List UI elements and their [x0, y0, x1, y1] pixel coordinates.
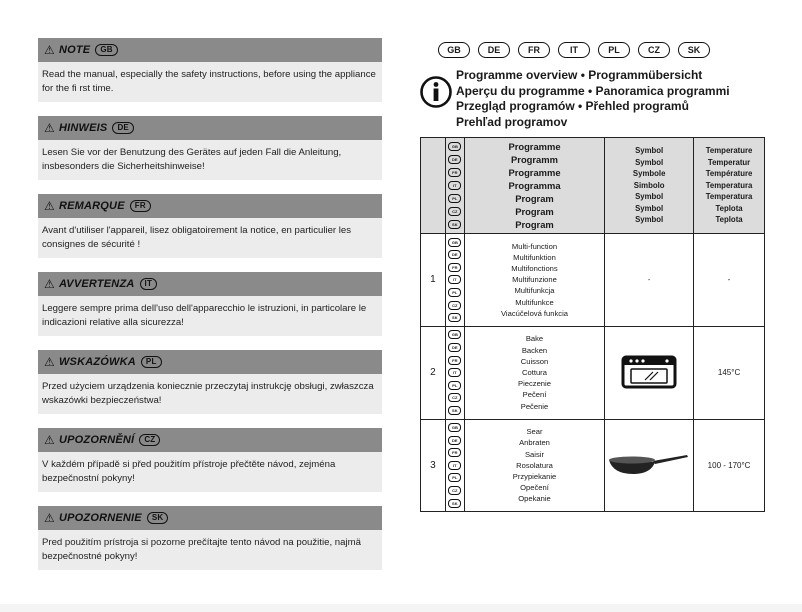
notice-text: Lesen Sie vor der Benutzung des Gerätes auf jeden Fall die Anleitung, insbesonders die Sicherheitshinweise!	[38, 140, 382, 180]
language-badge-small: CZ	[448, 301, 461, 310]
programme-overview-header	[420, 42, 765, 130]
header-programme-label: Program	[515, 219, 554, 230]
programme-name: Cottura	[522, 368, 547, 378]
language-badge: CZ	[638, 42, 670, 58]
programme-temperature: 100 - 170°C	[694, 419, 765, 512]
language-badge-small: CZ	[448, 486, 461, 495]
header-symbol-label: Symbol	[635, 192, 664, 202]
header-programme	[464, 138, 604, 234]
header-symbol-label: Simbolo	[633, 180, 665, 190]
notice-language-code: CZ	[139, 434, 160, 446]
notice-language-code: DE	[112, 122, 134, 134]
notice-title: UPOZORNENIE	[58, 512, 142, 524]
programme-number: 2	[421, 326, 446, 419]
language-badge-small: FR	[448, 263, 461, 272]
language-badge-small: IT	[448, 181, 461, 190]
language-badge: FR	[518, 42, 550, 58]
warning-icon: ⚠	[44, 355, 55, 369]
notice-text: V každém případě si před použitím přístroje přečtěte návod, zejména bezpečnostní pokyny!	[38, 452, 382, 492]
header-programme-label: Program	[515, 193, 554, 204]
programme-name: Saisir	[524, 449, 544, 459]
notice-box	[38, 116, 382, 180]
overview-title-line: Aperçu du programme • Panoramica programmi	[456, 83, 730, 98]
table-header-row	[421, 138, 765, 234]
notice-header	[38, 428, 382, 452]
header-temperature-label: Teplota	[715, 203, 743, 213]
notice-language-code: FR	[130, 200, 151, 212]
header-temperature-label: Temperatur	[707, 157, 751, 167]
notice-box	[38, 38, 382, 102]
language-badge-small: SK	[448, 499, 461, 508]
programme-name: Pečenie	[520, 401, 549, 411]
header-symbol-label: Symbol	[635, 203, 664, 213]
programme-name: Multifunkcja	[514, 286, 555, 296]
warning-icon: ⚠	[44, 199, 55, 213]
language-badge: GB	[438, 42, 470, 58]
header-symbol-label: Symbole	[632, 169, 666, 179]
programme-name: Multifunktion	[513, 252, 556, 262]
language-badge: SK	[678, 42, 710, 58]
header-temperature-label: Teplota	[715, 215, 743, 225]
notice-title: WSKAZÓWKA	[58, 356, 136, 368]
language-badge-small: CZ	[448, 207, 461, 216]
overview-title-line: Prehľad programov	[456, 114, 568, 129]
notice-text: Pred použitím prístroja si pozorne prečítajte tento návod na použitie, najmä bezpečnostné pokyny!	[38, 530, 382, 570]
frying-pan-icon	[607, 451, 691, 477]
programme-symbol	[605, 419, 694, 512]
header-symbol-label: Symbol	[635, 146, 664, 156]
programme-names	[464, 419, 604, 512]
language-badge-small: SK	[448, 406, 461, 415]
header-symbol-label: Symbol	[635, 215, 664, 225]
programme-name: Multifunzione	[512, 275, 557, 285]
warning-icon: ⚠	[44, 277, 55, 291]
header-temperature	[694, 138, 765, 234]
language-badge-small: PL	[448, 194, 461, 203]
language-badge-small: GB	[448, 330, 461, 339]
notice-header	[38, 272, 382, 296]
programme-name: Viacúčelová funkcia	[501, 308, 568, 318]
table-row	[421, 234, 765, 327]
language-badge: DE	[478, 42, 510, 58]
programme-name: Backen	[521, 345, 548, 355]
language-badge-small: DE	[448, 155, 461, 164]
warning-icon: ⚠	[44, 511, 55, 525]
header-temperature-label: Température	[705, 169, 753, 179]
notice-text: Leggere sempre prima dell'uso dell'apparecchio le istruzioni, in particolare le indicazioni relative alla sicurezza!	[38, 296, 382, 336]
notice-text: Read the manual, especially the safety instructions, before using the appliance for the fi rst time.	[38, 62, 382, 102]
programme-name: Rosolatura	[516, 460, 553, 470]
notice-title: NOTE	[58, 44, 91, 56]
notice-box	[38, 506, 382, 570]
language-badge-small: FR	[448, 168, 461, 177]
header-programme-label: Programme	[508, 167, 561, 178]
row-language-badges	[445, 326, 464, 419]
programme-name: Sear	[526, 427, 543, 437]
programme-name: Pieczenie	[518, 379, 551, 389]
programme-name: Opekanie	[518, 494, 551, 504]
language-badge-small: GB	[448, 423, 461, 432]
programme-symbol	[605, 326, 694, 419]
programme-name: Opečení	[520, 483, 549, 493]
header-programme-label: Program	[515, 206, 554, 217]
notice-box	[38, 194, 382, 258]
programme-name: Przypiekanie	[512, 471, 557, 481]
programme-temperature: -	[694, 234, 765, 327]
programme-name: Multifunkce	[515, 297, 554, 307]
notice-box	[38, 272, 382, 336]
table-row	[421, 419, 765, 512]
notice-language-code: IT	[140, 278, 158, 290]
notice-box	[38, 428, 382, 492]
language-badge-small: DE	[448, 436, 461, 445]
language-badge-small: PL	[448, 288, 461, 297]
language-badge: PL	[598, 42, 630, 58]
notice-header	[38, 116, 382, 140]
table-row	[421, 326, 765, 419]
programme-table	[420, 137, 765, 512]
notice-box	[38, 350, 382, 414]
language-badge-small: SK	[448, 220, 461, 229]
header-symbol	[605, 138, 694, 234]
programme-names	[464, 234, 604, 327]
header-temperature-label: Temperature	[705, 146, 753, 156]
overview-title-line: Programme overview • Programmübersicht	[456, 68, 703, 82]
overview-title-line: Przegląd programów • Přehled programů	[456, 99, 689, 113]
language-badge-small: GB	[448, 142, 461, 151]
language-badge-small: FR	[448, 448, 461, 457]
header-temperature-label: Temperatura	[705, 192, 753, 202]
language-badge-small: CZ	[448, 393, 461, 402]
notice-language-code: SK	[147, 512, 169, 524]
row-language-badges	[445, 234, 464, 327]
programme-name: Anbraten	[519, 438, 550, 448]
programme-symbol	[605, 234, 694, 327]
notice-title: UPOZORNĚNÍ	[58, 434, 135, 446]
language-badge-small: IT	[448, 275, 461, 284]
warning-icon: ⚠	[44, 433, 55, 447]
programme-name: Cuisson	[520, 356, 549, 366]
notice-title: REMARQUE	[58, 200, 125, 212]
header-language-badges	[445, 138, 464, 234]
programme-symbol-text: -	[647, 275, 651, 285]
header-programme-label: Programme	[508, 141, 561, 152]
header-temperature-label: Temperatura	[705, 180, 753, 190]
language-badge-small: DE	[448, 250, 461, 259]
oven-icon	[621, 355, 677, 389]
page-footer-band	[0, 604, 802, 612]
language-badge-small: PL	[448, 473, 461, 482]
language-badge-small: PL	[448, 381, 461, 390]
notice-language-code: GB	[95, 44, 117, 56]
overview-title	[456, 68, 730, 130]
notice-header	[38, 350, 382, 374]
language-badge-small: FR	[448, 356, 461, 365]
language-badges	[438, 42, 765, 58]
header-programme-label: Programm	[511, 154, 558, 165]
programme-number: 1	[421, 234, 446, 327]
info-icon	[420, 76, 452, 108]
programme-names	[464, 326, 604, 419]
warning-icon: ⚠	[44, 43, 55, 57]
row-language-badges	[445, 419, 464, 512]
language-badge-small: SK	[448, 313, 461, 322]
language-badge: IT	[558, 42, 590, 58]
notice-title: AVVERTENZA	[58, 278, 135, 290]
header-number-cell	[421, 138, 446, 234]
notice-header	[38, 506, 382, 530]
language-badge-small: DE	[448, 343, 461, 352]
header-programme-label: Programma	[508, 180, 561, 191]
language-badge-small: IT	[448, 368, 461, 377]
programme-name: Multi-function	[511, 241, 558, 251]
programme-name: Multifonctions	[511, 264, 558, 274]
language-badge-small: GB	[448, 238, 461, 247]
warning-icon: ⚠	[44, 121, 55, 135]
notice-text: Przed użyciem urządzenia koniecznie przeczytaj instrukcję obsługi, zwłaszcza wskazówki bezpieczeństwa!	[38, 374, 382, 414]
notice-header	[38, 38, 382, 62]
programme-name: Pečení	[522, 390, 547, 400]
notice-text: Avant d'utiliser l'appareil, lisez obligatoirement la notice, en particulier les consignes de sécurité !	[38, 218, 382, 258]
notice-column	[38, 38, 382, 570]
notice-header	[38, 194, 382, 218]
notice-language-code: PL	[141, 356, 162, 368]
programme-number: 3	[421, 419, 446, 512]
notice-title: HINWEIS	[58, 122, 108, 134]
programme-temperature: 145°C	[694, 326, 765, 419]
programme-name: Bake	[525, 334, 544, 344]
header-symbol-label: Symbol	[635, 157, 664, 167]
language-badge-small: IT	[448, 461, 461, 470]
